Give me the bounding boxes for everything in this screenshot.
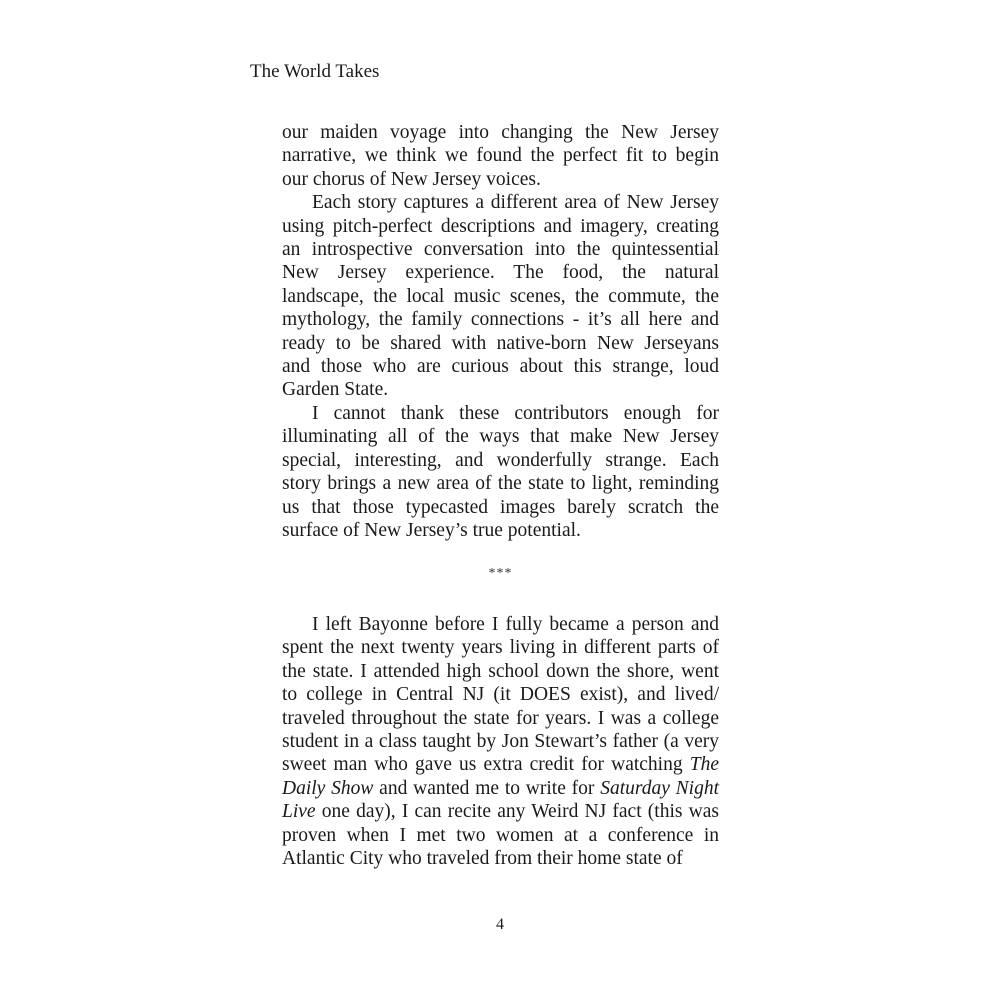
text-line: an introspective conversation into the quintessential [282,239,719,261]
text-line [282,753,719,776]
italic-title: Live [282,801,316,823]
text-line: to college in Central NJ (it DOES exist), and lived/ [282,684,719,706]
text-line: Garden State. [282,379,389,401]
italic-title: Saturday Night [600,777,720,799]
text-line: our maiden voyage into changing the New Jersey [282,122,719,143]
text-line: spent the next twenty years living in different parts of [282,637,719,659]
text-line: proven when I met two women at a conference in [282,824,719,846]
text-line: story brings a new area of the state to light, reminding [282,473,719,495]
text-line: and those who are curious about this strange, loud [282,356,719,378]
section-separator: *** [488,566,513,581]
text-line: special, interesting, and wonderfully strange. Each [282,449,719,471]
text-line: New Jersey experience. The food, the natural [282,262,719,284]
body-text-block [282,613,719,870]
text-line [282,800,719,823]
text-line: I cannot thank these contributors enough for [312,402,719,424]
text-line: ready to be shared with native-born New Jerseyans [282,332,719,354]
text-line: surface of New Jersey’s true potential. [282,519,581,541]
text-line: student in a class taught by Jon Stewart’s father (a very [282,731,719,753]
text-line: using pitch-perfect descriptions and imagery, creating [282,215,719,237]
page-number: 4 [496,916,504,933]
text-segment: and wanted me to write for [379,777,595,799]
text-line: Each story captures a different area of New Jersey [312,192,719,214]
text-line [282,777,719,800]
text-line: I left Bayonne before I fully became a person and [312,614,719,635]
italic-title: The [689,754,720,776]
text-segment: one day), I can recite any Weird NJ fact (this was [321,801,719,823]
text-line: our chorus of New Jersey voices. [282,168,541,190]
text-line: the state. I attended high school down the shore, went [282,660,719,682]
text-line: mythology, the family connections - it’s all here and [282,309,719,331]
running-head: The World Takes [250,61,380,82]
text-line: Atlantic City who traveled from their home state of [282,848,683,870]
text-line: us that those typecasted images barely scratch the [282,496,719,518]
text-segment: sweet man who gave us extra credit for watching [282,754,683,776]
text-line: traveled throughout the state for years. I was a college [282,707,719,729]
body-text-block [282,121,719,542]
italic-title: Daily Show [282,777,374,799]
text-line: narrative, we think we found the perfect fit to begin [282,145,719,167]
text-line: illuminating all of the ways that make New Jersey [282,426,719,448]
text-line: landscape, the local music scenes, the commute, the [282,285,719,307]
